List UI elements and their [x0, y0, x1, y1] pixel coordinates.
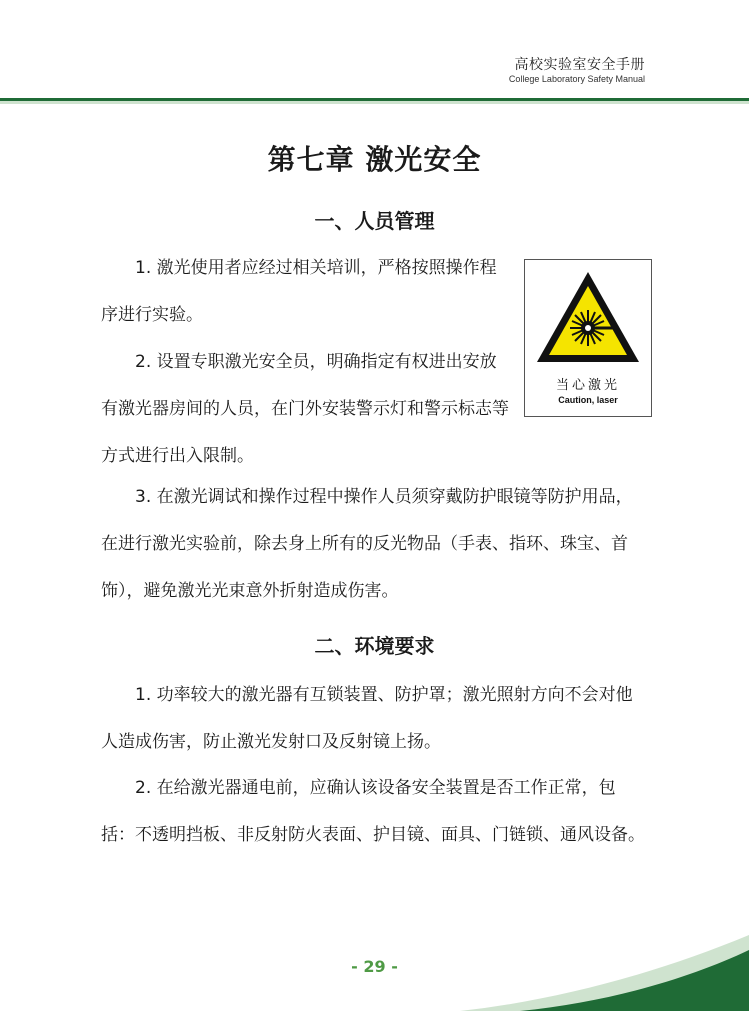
- paragraph: 1. 激光使用者应经过相关培训，严格按照操作程序进行实验。: [101, 258, 497, 325]
- sign-label-cn: 当心激光: [555, 378, 620, 393]
- laser-warning-sign: [524, 259, 652, 417]
- paragraph: 3. 在激光调试和操作过程中操作人员须穿戴防护眼镜等防护用品，在进行激光实验前，除去身上所有的反光物品（手表、指环、珠宝、首饰），避免激光光束意外折射造成伤害。: [101, 487, 633, 601]
- header-rule-shadow: [0, 101, 749, 104]
- section-heading-environment: 二、环境要求: [314, 634, 435, 658]
- paragraph: 2. 在给激光器通电前，应确认该设备安全装置是否工作正常，包括：不透明挡板、非反射防火表面、护目镜、面具、门链锁、通风设备。: [101, 778, 645, 845]
- chapter-title: 第七章 激光安全: [267, 143, 482, 176]
- handbook-title: 高校实验室安全手册: [514, 57, 645, 73]
- laser-warning-icon: [533, 268, 643, 368]
- section-heading-personnel: 一、人员管理: [314, 209, 435, 233]
- page-number: - 29 -: [351, 957, 398, 976]
- paragraph: 2. 设置专职激光安全员，明确指定有权进出安放有激光器房间的人员，在门外安装警示灯和警示标志等方式进行出入限制。: [101, 352, 509, 466]
- paragraph: 1. 功率较大的激光器有互锁装置、防护罩；激光照射方向不会对他人造成伤害，防止激光发射口及反射镜上扬。: [101, 685, 633, 752]
- sign-label-en: Caution, laser: [558, 395, 618, 405]
- handbook-subtitle: College Laboratory Safety Manual: [508, 74, 645, 84]
